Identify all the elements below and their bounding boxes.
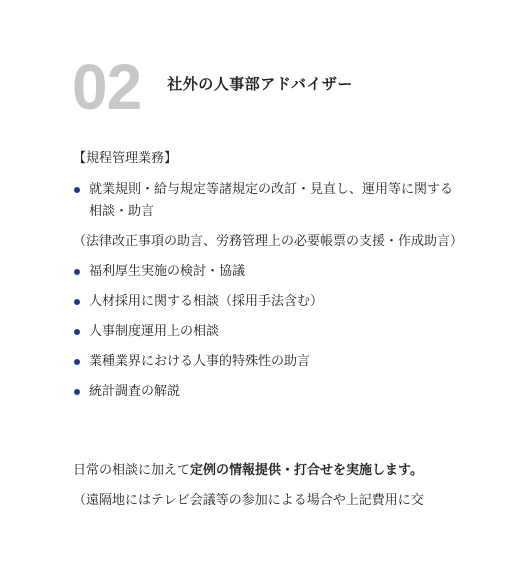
- note-text: （法律改正事項の助言、労務管理上の必要帳票の支援・作成助言）: [73, 234, 464, 249]
- list-item: 人事制度運用上の相談: [73, 321, 457, 343]
- list-item: 統計調査の解説: [73, 381, 457, 403]
- summary-paragraph-continued: （遠隔地にはテレビ会議等の参加による場合や上記費用に交: [73, 493, 424, 508]
- list-item: 福利厚生実施の検討・協議: [73, 261, 457, 283]
- section-title: 社外の人事部アドバイザー: [167, 74, 353, 93]
- list-item: 人材採用に関する相談（採用手法含む）: [73, 291, 457, 313]
- section-number: 02: [72, 51, 142, 123]
- bullet-list-primary: [73, 179, 457, 223]
- section-header: [72, 52, 353, 122]
- list-item: 就業規則・給与規定等諸規定の改訂・見直し、運用等に関する相談・助言: [73, 179, 457, 223]
- summary-paragraph: [73, 460, 457, 482]
- summary-normal-text: 日常の相談に加えて: [73, 463, 191, 478]
- list-item: 業種業界における人事的特殊性の助言: [73, 351, 457, 373]
- bullet-list-secondary: [73, 261, 457, 403]
- category-label: 【規程管理業務】: [73, 151, 178, 166]
- section-content: [73, 148, 464, 411]
- summary-bold-text: 定例の情報提供・打合せを実施します。: [190, 463, 423, 478]
